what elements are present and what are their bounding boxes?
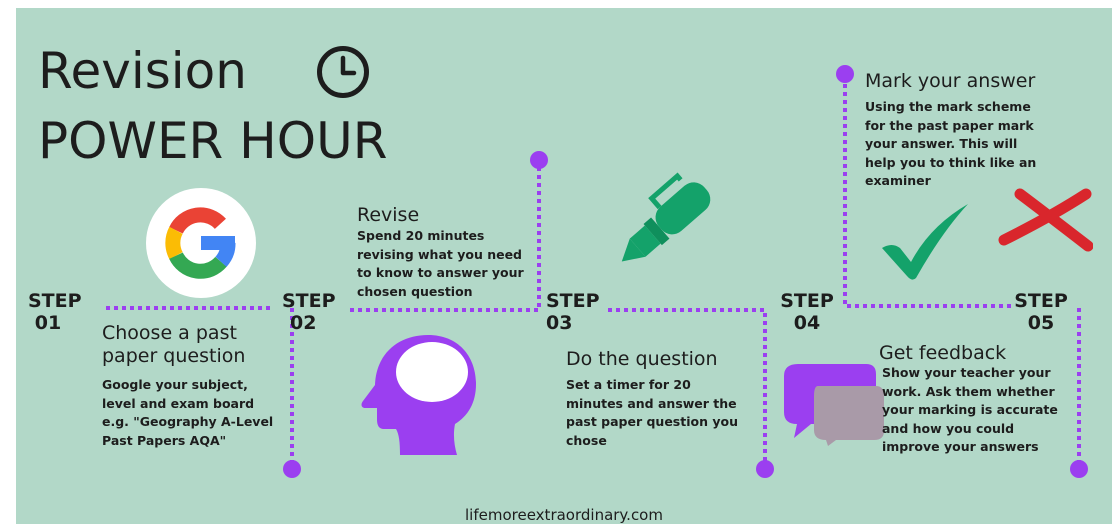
title-line-2: POWER HOUR: [38, 112, 388, 170]
step-03-heading: Do the question: [566, 348, 718, 370]
step-05-description: Show your teacher your work. Ask them whether your marking is accurate and how you could improve your answers: [882, 365, 1058, 454]
step-02-heading: Revise: [357, 204, 420, 226]
step-04-label: STEP 04: [780, 290, 834, 334]
step-01-description: Google your subject, level and exam board e.g. "Geography A-Level Past Papers AQA": [102, 377, 274, 448]
step-03-label: STEP 03: [546, 290, 600, 334]
step-04-heading: Mark your answer: [865, 70, 1036, 92]
cross-icon: [998, 180, 1093, 270]
step-05-heading: Get feedback: [879, 342, 1007, 364]
title-line-1: Revision: [38, 42, 247, 100]
timeline-dot: [756, 460, 774, 478]
step-04-description: Using the mark scheme for the past paper mark your answer. This will help you to think like an examiner: [865, 99, 1037, 188]
footer-url: lifemoreextraordinary.com: [465, 506, 663, 524]
speech-bubbles-icon: [776, 356, 886, 451]
step-01-heading: Choose a past paper question: [102, 322, 246, 367]
checkmark-icon: [878, 198, 973, 288]
step-02-description: Spend 20 minutes revising what you need to know to answer your chosen question: [357, 228, 524, 299]
timeline-dot: [836, 65, 854, 83]
timeline-dot: [283, 460, 301, 478]
clock-icon: [315, 44, 371, 105]
step-03-description: Set a timer for 20 minutes and answer the past paper question you chose: [566, 377, 738, 448]
timeline-dot: [530, 151, 548, 169]
timeline-dot: [1070, 460, 1088, 478]
pen-icon: [596, 170, 726, 290]
step-05-label: STEP 05: [1014, 290, 1068, 334]
head-icon: [350, 330, 480, 470]
infographic: [16, 8, 1112, 524]
step-02-label: STEP 02: [282, 290, 336, 334]
step-01-label: STEP 01: [28, 290, 82, 334]
google-logo-icon: [146, 188, 256, 298]
